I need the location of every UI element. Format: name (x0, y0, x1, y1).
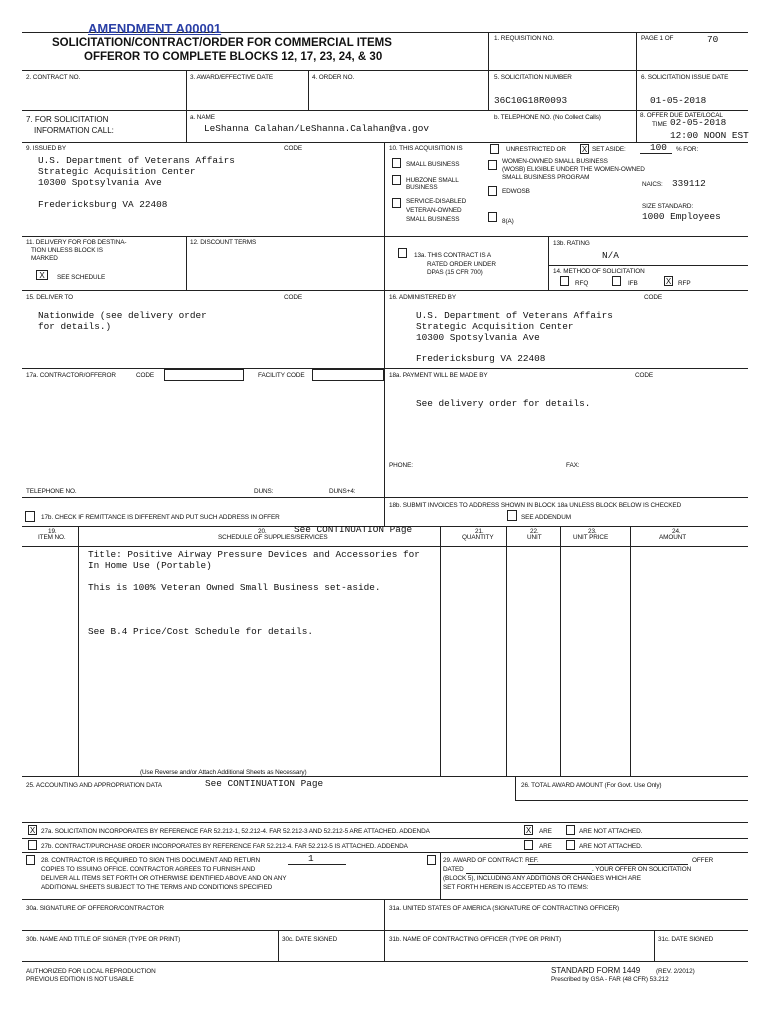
schedule-line: This is 100% Veteran Owned Small Business set-aside. (88, 582, 381, 593)
info-call-label-1: 7. FOR SOLICITATION (26, 115, 109, 124)
rfp-label: RFP (678, 280, 691, 287)
vrule (488, 32, 489, 110)
rule (22, 142, 748, 143)
name-label: a. NAME (190, 114, 215, 121)
facility-code-label: FACILITY CODE (258, 372, 305, 379)
vrule (384, 497, 385, 526)
set-aside-label: SET ASIDE: (592, 146, 626, 153)
wosb-label: (WOSB) ELIGIBLE UNDER THE WOMEN-OWNED (502, 166, 645, 173)
percent-for-label: % FOR: (676, 146, 699, 153)
deliver-to-line: for details.) (38, 321, 112, 332)
27b-are-not-checkbox[interactable] (566, 840, 575, 850)
dpas-label: DPAS (15 CFR 700) (427, 269, 483, 276)
administered-by-line: 10300 Spotsylvania Ave (416, 332, 540, 343)
27a-are-label: ARE (539, 828, 552, 835)
contractor-label: 17a. CONTRACTOR/OFFEROR (26, 372, 116, 379)
signature-officer-label: 31a. UNITED STATES OF AMERICA (SIGNATURE OF CONTRACTING OFFICER) (389, 905, 620, 912)
page-total: 70 (707, 34, 719, 45)
underline (528, 864, 688, 865)
29-checkbox[interactable] (427, 855, 436, 865)
amendment-number: AMENDMENT A00001 (88, 21, 222, 36)
info-call-label-2: INFORMATION CALL: (34, 126, 114, 135)
method-label: 14. METHOD OF SOLICITATION (553, 268, 645, 275)
vrule (506, 526, 507, 776)
naics-label: NAICS: (642, 181, 663, 188)
contact-name[interactable]: LeShanna Calahan/LeShanna.Calahan@va.gov (204, 123, 430, 134)
vrule (654, 930, 655, 961)
rule (22, 546, 748, 547)
rule (22, 930, 748, 931)
duns-label: DUNS: (254, 488, 274, 495)
form-revision: (REV. 2/2012) (656, 968, 695, 975)
sdvosb-label: VETERAN-OWNED (406, 207, 462, 214)
27a-checkbox[interactable]: X (29, 826, 36, 835)
rule (22, 838, 748, 839)
set-aside-percent[interactable]: 100 (650, 142, 667, 153)
rule (22, 70, 748, 71)
27a-are-not-checkbox[interactable] (566, 825, 575, 835)
vrule (440, 852, 441, 899)
issued-by-line: 10300 Spotsylvania Ave (38, 177, 162, 188)
rating-value[interactable]: N/A (602, 250, 619, 261)
underline (288, 864, 346, 865)
due-time-label: TIME (652, 121, 667, 128)
29-text: . YOUR OFFER ON SOLICITATION (592, 866, 692, 873)
27a-are-checkbox[interactable]: X (525, 826, 532, 835)
rule (22, 368, 748, 369)
rfq-checkbox[interactable] (560, 276, 569, 286)
issued-by-line: Fredericksburg VA 22408 (38, 199, 168, 210)
col23-header: UNIT PRICE (573, 534, 609, 541)
col21-num: 21. (475, 528, 484, 535)
27a-are-not-label: ARE NOT ATTACHED. (579, 828, 643, 835)
reverse-note: (Use Reverse and/or Attach Additional Sheets as Necessary) (140, 769, 307, 776)
29-offer: OFFER (692, 857, 714, 864)
solicitation-no[interactable]: 36C10G18R0093 (494, 95, 568, 106)
28-text: 28. CONTRACTOR IS REQUIRED TO SIGN THIS DOCUMENT AND RETURN (41, 857, 260, 864)
vrule (548, 236, 549, 290)
phone-label: PHONE: (389, 462, 413, 469)
due-date-label: 8. OFFER DUE DATE/LOCAL (640, 112, 723, 119)
vrule (515, 776, 516, 800)
hubzone-label: BUSINESS (406, 184, 438, 191)
29-text: 29. AWARD OF CONTRACT: REF. (443, 857, 539, 864)
order-no-label: 4. ORDER NO. (312, 74, 355, 81)
administered-by-line: Strategic Acquisition Center (416, 321, 574, 332)
footer-previous-edition: PREVIOUS EDITION IS NOT USABLE (26, 976, 134, 983)
administered-by-line: U.S. Department of Veterans Affairs (416, 310, 613, 321)
form-title: SOLICITATION/CONTRACT/ORDER FOR COMMERCIAL ITEMS (52, 37, 392, 49)
29-text: (BLOCK 5), INCLUDING ANY ADDITIONS OR CHANGES WHICH ARE (443, 875, 641, 882)
schedule-line: See B.4 Price/Cost Schedule for details. (88, 626, 314, 637)
solicitation-no-label: 5. SOLICITATION NUMBER (494, 74, 572, 81)
offeror-date-label: 30c. DATE SIGNED (282, 936, 338, 943)
copies-count[interactable]: 1 (308, 853, 314, 864)
29-text: DATED (443, 866, 464, 873)
27b-checkbox[interactable] (28, 840, 37, 850)
8a-label: 8(A) (502, 218, 514, 225)
see-schedule-label: SEE SCHEDULE (57, 274, 106, 281)
award-date-label: 3. AWARD/EFFECTIVE DATE (190, 74, 274, 81)
set-aside-checkbox[interactable]: X (581, 145, 588, 154)
administered-by-code-label: CODE (644, 294, 663, 301)
rule (22, 776, 748, 777)
see-addendum-label: SEE ADDENDUM (521, 514, 571, 521)
accounting-label: 25. ACCOUNTING AND APPROPRIATION DATA (26, 782, 162, 789)
acquisition-label: 10. THIS ACQUISITION IS (389, 145, 463, 152)
vrule (560, 526, 561, 776)
contractor-code-label: CODE (136, 372, 155, 379)
discount-terms-label: 12. DISCOUNT TERMS (190, 239, 257, 246)
col19-header: ITEM NO. (38, 534, 66, 541)
accounting-value: See CONTINUATION Page (205, 778, 324, 789)
vrule (384, 142, 385, 497)
officer-name-label: 31b. NAME OF CONTRACTING OFFICER (TYPE OR PRINT) (389, 936, 562, 943)
edwosb-checkbox[interactable] (488, 186, 497, 196)
col19-num: 19. (48, 528, 57, 535)
vrule (630, 526, 631, 776)
deliver-to-label: 15. DELIVER TO (26, 294, 74, 301)
naics-code[interactable]: 339112 (672, 178, 706, 189)
unrestricted-checkbox[interactable] (490, 144, 499, 154)
telephone-label: b. TELEPHONE NO. (No Collect Calls) (494, 114, 601, 121)
vrule (636, 32, 637, 110)
hubzone-checkbox[interactable] (392, 175, 401, 185)
rule (22, 899, 748, 900)
vrule (384, 899, 385, 961)
rule (22, 110, 748, 111)
fob-label: 11. DELIVERY FOR FOB DESTINA- (26, 239, 127, 246)
rule (22, 290, 748, 291)
signer-name-label: 30b. NAME AND TITLE OF SIGNER (TYPE OR PRINT) (26, 936, 181, 943)
ifb-label: IFB (628, 280, 638, 287)
see-schedule-checkbox[interactable]: X (36, 270, 48, 280)
issue-date[interactable]: 01-05-2018 (650, 95, 707, 106)
29-text: SET FORTH HEREIN IS ACCEPTED AS TO ITEMS: (443, 884, 589, 891)
payment-code-label: CODE (635, 372, 654, 379)
27b-are-checkbox[interactable] (524, 840, 533, 850)
vrule (636, 110, 637, 142)
see-addendum-checkbox[interactable] (507, 510, 517, 521)
schedule-line: Title: Positive Airway Pressure Devices and Accessories for (88, 549, 420, 560)
rule (548, 265, 748, 266)
rfq-label: RFQ (575, 280, 589, 287)
underline (466, 873, 592, 874)
col24-header: AMOUNT (659, 534, 687, 541)
fob-label: TION UNLESS BLOCK IS (31, 247, 103, 254)
rule (22, 497, 748, 498)
size-standard-label: SIZE STANDARD: (642, 203, 694, 210)
rule (22, 236, 748, 237)
total-award-label: 26. TOTAL AWARD AMOUNT (For Govt. Use Only) (521, 782, 662, 789)
wosb-label: SMALL BUSINESS PROGRAM (502, 174, 590, 181)
dpas-label: RATED ORDER UNDER (427, 261, 496, 268)
28-text: COPIES TO ISSUING OFFICE. CONTRACTOR AGREES TO FURNISH AND (41, 866, 256, 873)
fob-label: MARKED (31, 255, 58, 262)
col24-num: 24. (672, 528, 681, 535)
8a-checkbox[interactable] (488, 212, 497, 222)
administered-by-line: Fredericksburg VA 22408 (416, 353, 546, 364)
vrule (308, 70, 309, 110)
form-prescribed: Prescribed by GSA - FAR (48 CFR) 53.212 (551, 976, 669, 983)
vrule (278, 930, 279, 961)
issued-by-line: U.S. Department of Veterans Affairs (38, 155, 235, 166)
issued-by-label: 9. ISSUED BY (26, 145, 66, 152)
col20-header: SCHEDULE OF SUPPLIES/SERVICES (218, 534, 328, 541)
wosb-label: WOMEN-OWNED SMALL BUSINESS (502, 158, 608, 165)
27b-are-label: ARE (539, 843, 552, 850)
payment-text: See delivery order for details. (416, 398, 591, 409)
vrule (186, 236, 187, 290)
sdvosb-checkbox[interactable] (392, 198, 401, 208)
due-time[interactable]: 12:00 NOON EST (670, 130, 749, 141)
rating-label: 13b. RATING (553, 240, 590, 247)
small-business-label: SMALL BUSINESS (406, 161, 460, 168)
requisition-label: 1. REQUISITION NO. (494, 35, 554, 42)
fax-label: FAX: (566, 462, 580, 469)
28-text: ADDITIONAL SHEETS SUBJECT TO THE TERMS AND CONDITIONS SPECIFIED (41, 884, 273, 891)
telephone-no-label: TELEPHONE NO. (26, 488, 77, 495)
schedule-line: In Home Use (Portable) (88, 560, 212, 571)
col22-num: 22. (530, 528, 539, 535)
28-checkbox[interactable] (26, 855, 35, 865)
rule (22, 822, 748, 823)
administered-by-label: 16. ADMINISTERED BY (389, 294, 456, 301)
form-subtitle: OFFEROR TO COMPLETE BLOCKS 12, 17, 23, 24, & 30 (84, 51, 383, 63)
contract-no-label: 2. CONTRACT NO. (26, 74, 81, 81)
vrule (440, 526, 441, 776)
col22-header: UNIT (527, 534, 542, 541)
footer-reproduction: AUTHORIZED FOR LOCAL REPRODUCTION (26, 968, 156, 975)
27b-text: 27b. CONTRACT/PURCHASE ORDER INCORPORATES BY REFERENCE FAR 52.212-4. FAR 52.212-5 IS ATTACHED. ADDENDA (41, 843, 408, 850)
dpas-checkbox[interactable] (398, 248, 407, 258)
invoice-label: 18b. SUBMIT INVOICES TO ADDRESS SHOWN IN BLOCK 18a UNLESS BLOCK BELOW IS CHECKED (389, 502, 682, 509)
col23-num: 23. (588, 528, 597, 535)
28-text: DELIVER ALL ITEMS SET FORTH OR OTHERWISE IDENTIFIED ABOVE AND ON ANY (41, 875, 287, 882)
remittance-checkbox[interactable] (25, 511, 35, 522)
vrule (186, 70, 187, 142)
page-label: PAGE 1 OF (641, 35, 674, 42)
facility-code-field[interactable] (312, 369, 384, 381)
contractor-code-field[interactable] (164, 369, 244, 381)
issue-date-label: 6. SOLICITATION ISSUE DATE (641, 74, 729, 81)
sdvosb-label: SERVICE-DISABLED (406, 198, 467, 205)
ifb-checkbox[interactable] (612, 276, 621, 286)
signature-offeror-label: 30a. SIGNATURE OF OFFEROR/CONTRACTOR (26, 905, 164, 912)
underline (640, 153, 672, 154)
27b-are-not-label: ARE NOT ATTACHED. (579, 843, 643, 850)
rule (515, 800, 748, 801)
duns4-label: DUNS+4: (329, 488, 356, 495)
officer-date-label: 31c. DATE SIGNED (658, 936, 714, 943)
rule (22, 852, 748, 853)
rule (22, 961, 748, 962)
col21-header: QUANTITY (462, 534, 494, 541)
remittance-label: 17b. CHECK IF REMITTANCE IS DIFFERENT AND PUT SUCH ADDRESS IN OFFER (41, 514, 280, 521)
payment-label: 18a. PAYMENT WILL BE MADE BY (389, 372, 488, 379)
deliver-to-code-label: CODE (284, 294, 303, 301)
due-date[interactable]: 02-05-2018 (670, 117, 727, 128)
dpas-label: 13a. THIS CONTRACT IS A (414, 252, 492, 259)
sdvosb-label: SMALL BUSINESS (406, 216, 460, 223)
col20-num: 20. (258, 528, 267, 535)
form-number: STANDARD FORM 1449 (551, 966, 641, 975)
unrestricted-label: UNRESTRICTED OR (506, 146, 566, 153)
deliver-to-line: Nationwide (see delivery order (38, 310, 207, 321)
vrule (78, 526, 79, 776)
27a-text: 27a. SOLICITATION INCORPORATES BY REFERENCE FAR 52.212-1, 52.212-4. FAR 52.212-3 AND 52.212-5 ARE ATTACHED. ADDENDA (41, 828, 430, 835)
edwosb-label: EDWOSB (502, 188, 530, 195)
issued-by-line: Strategic Acquisition Center (38, 166, 196, 177)
col20-note: See CONTINUATION Page (294, 524, 413, 535)
size-standard[interactable]: 1000 Employees (642, 211, 721, 222)
rfp-checkbox[interactable]: X (665, 277, 672, 286)
small-business-checkbox[interactable] (392, 158, 401, 168)
issued-by-code-label: CODE (284, 145, 303, 152)
wosb-checkbox[interactable] (488, 160, 497, 170)
hubzone-label: HUBZONE SMALL (406, 177, 459, 184)
